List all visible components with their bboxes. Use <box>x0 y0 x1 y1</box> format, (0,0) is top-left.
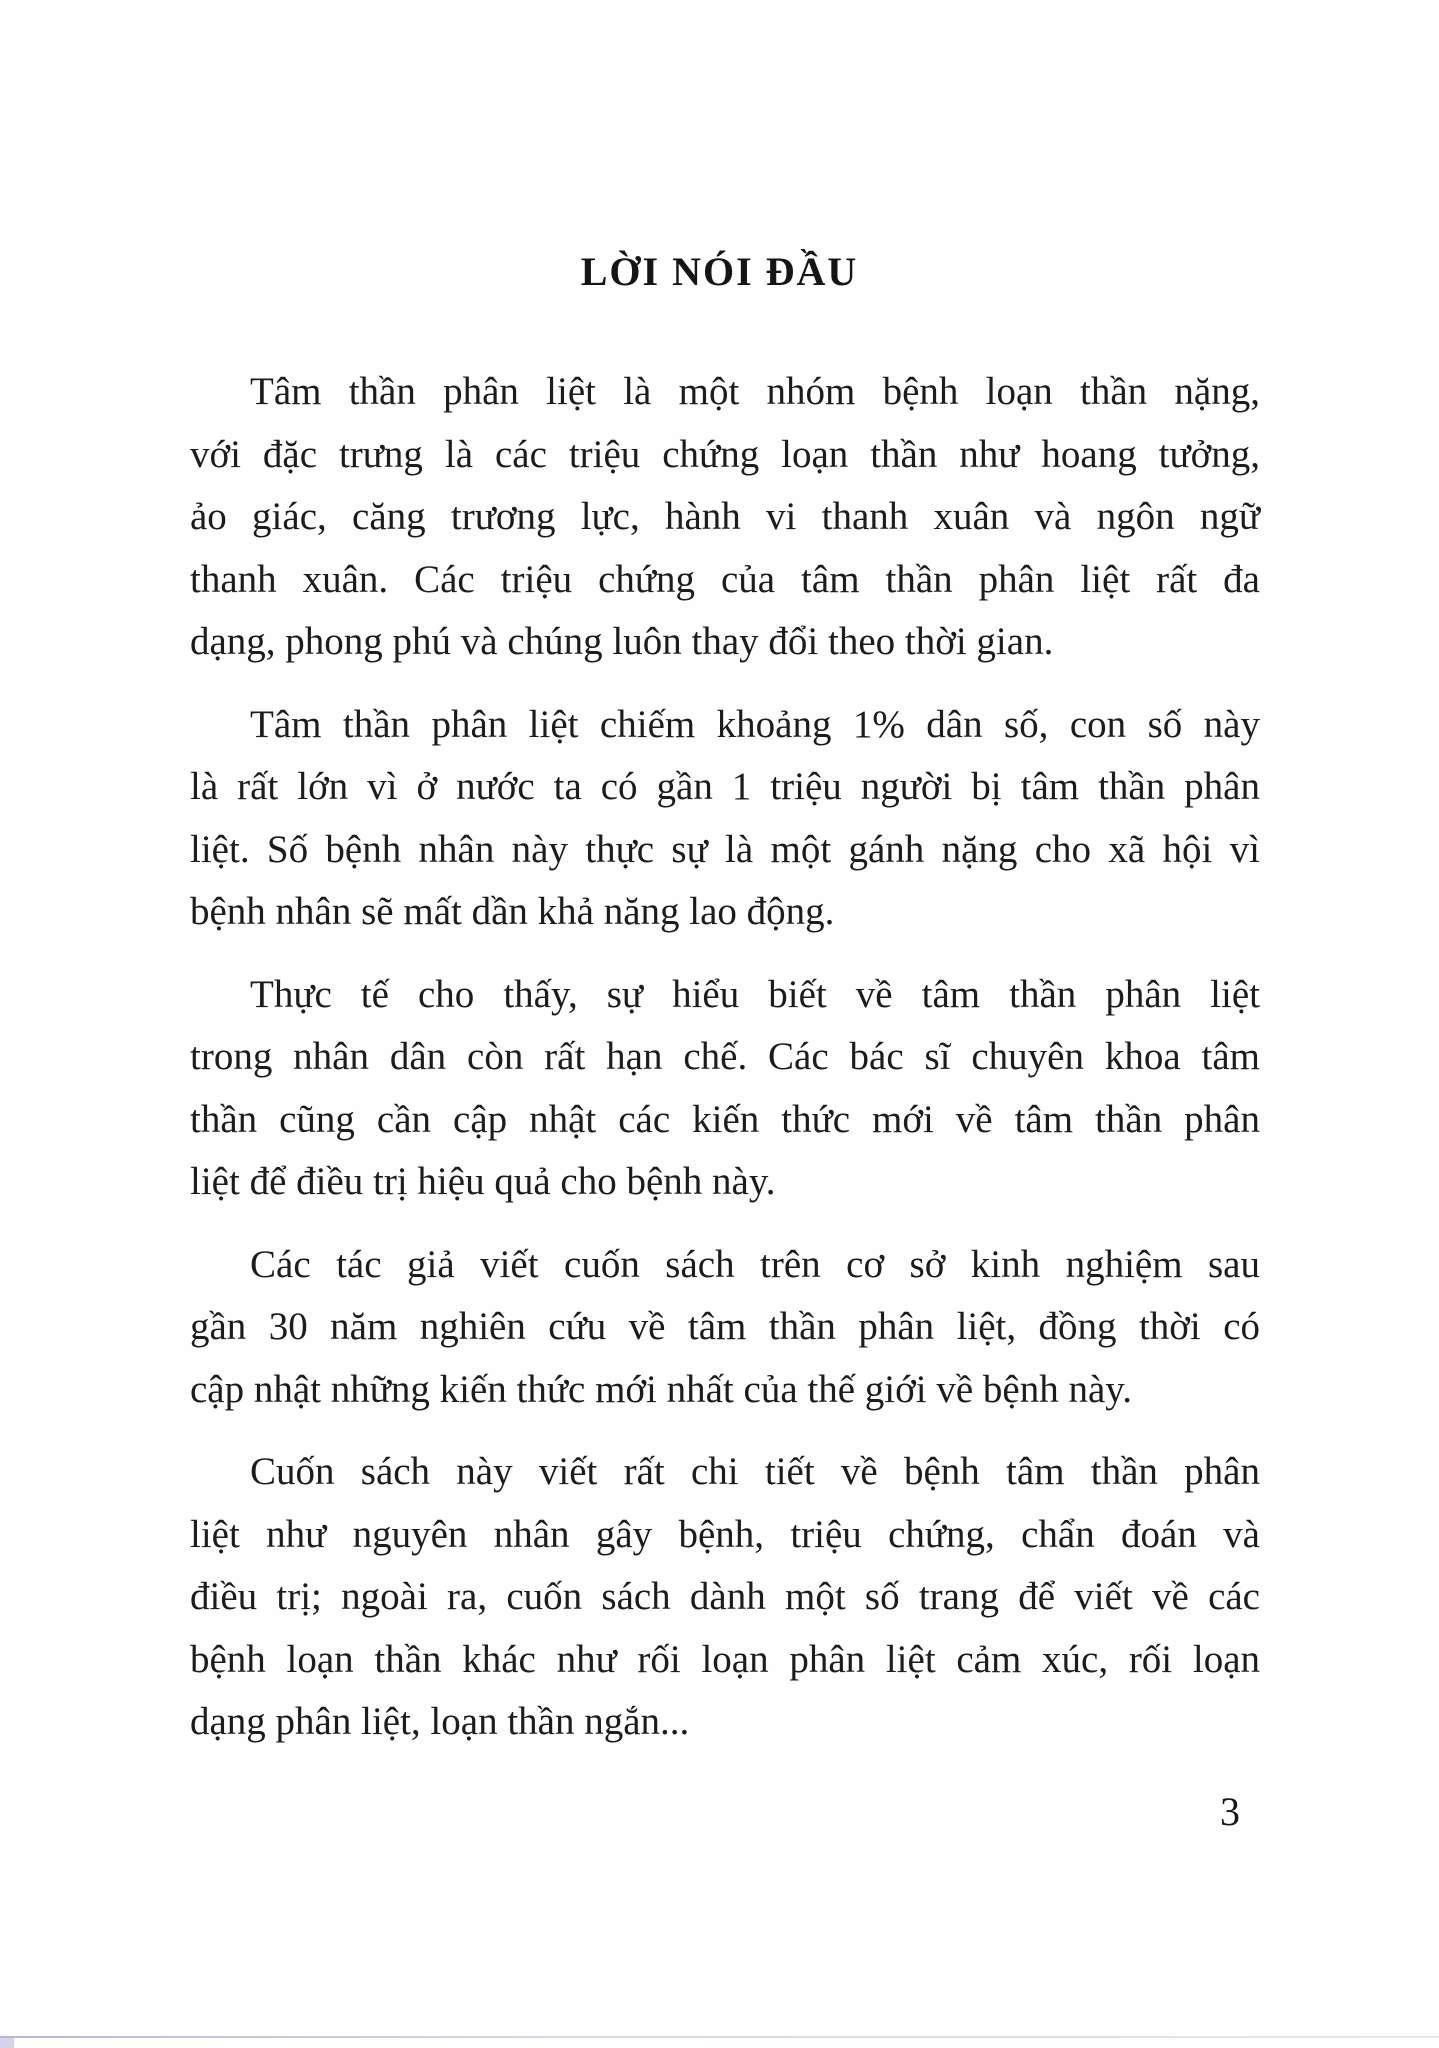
text-line: dạng, phong phú và chúng luôn thay đổi theo thời gian. <box>190 620 1054 663</box>
text-line: điều trị; ngoài ra, cuốn sách dành một số trang để viết về các <box>190 1575 1260 1618</box>
text-line: với đặc trưng là các triệu chứng loạn thần như hoang tưởng, <box>190 432 1260 476</box>
paragraph-3 <box>190 964 1260 1214</box>
scan-corner-mark <box>0 2038 14 2048</box>
paragraph-4 <box>190 1234 1260 1422</box>
paragraph-1 <box>190 361 1260 674</box>
text-line: liệt như nguyên nhân gây bệnh, triệu chứng, chẩn đoán và <box>190 1512 1260 1556</box>
text-line: liệt. Số bệnh nhân này thực sự là một gánh nặng cho xã hội vì <box>190 827 1260 871</box>
text-line: Tâm thần phân liệt là một nhóm bệnh loạn thần nặng, <box>250 370 1260 413</box>
text-line: bệnh loạn thần khác như rối loạn phân liệt cảm xúc, rối loạn <box>190 1637 1260 1681</box>
text-line: ảo giác, căng trương lực, hành vi thanh xuân và ngôn ngữ <box>190 495 1260 538</box>
paragraph-2 <box>190 694 1260 944</box>
scan-edge-divider <box>0 2036 1439 2038</box>
text-line: Các tác giả viết cuốn sách trên cơ sở kinh nghiệm sau <box>250 1242 1260 1286</box>
text-line: trong nhân dân còn rất hạn chế. Các bác sĩ chuyên khoa tâm <box>190 1035 1260 1078</box>
text-line: thanh xuân. Các triệu chứng của tâm thần phân liệt rất đa <box>190 557 1260 601</box>
text-line: liệt để điều trị hiệu quả cho bệnh này. <box>190 1160 776 1203</box>
text-line: Thực tế cho thấy, sự hiểu biết về tâm thần phân liệt <box>250 972 1260 1016</box>
text-line: Tâm thần phân liệt chiếm khoảng 1% dân số, con số này <box>250 702 1260 746</box>
text-line: thần cũng cần cập nhật các kiến thức mới về tâm thần phân <box>190 1097 1260 1141</box>
text-line: gần 30 năm nghiên cứu về tâm thần phân liệt, đồng thời có <box>190 1305 1260 1348</box>
text-line: là rất lớn vì ở nước ta có gần 1 triệu người bị tâm thần phân <box>190 765 1260 808</box>
text-line: dạng phân liệt, loạn thần ngắn... <box>190 1700 690 1743</box>
page-title: LỜI NÓI ĐẦU <box>580 249 859 294</box>
preface-body <box>190 361 1260 1774</box>
text-line: bệnh nhân sẽ mất dần khả năng lao động. <box>190 890 835 933</box>
text-line: Cuốn sách này viết rất chi tiết về bệnh tâm thần phân <box>250 1450 1260 1493</box>
text-line: cập nhật những kiến thức mới nhất của thế giới về bệnh này. <box>190 1367 1132 1411</box>
paragraph-5 <box>190 1441 1260 1754</box>
page-number: 3 <box>1220 1789 1240 1834</box>
